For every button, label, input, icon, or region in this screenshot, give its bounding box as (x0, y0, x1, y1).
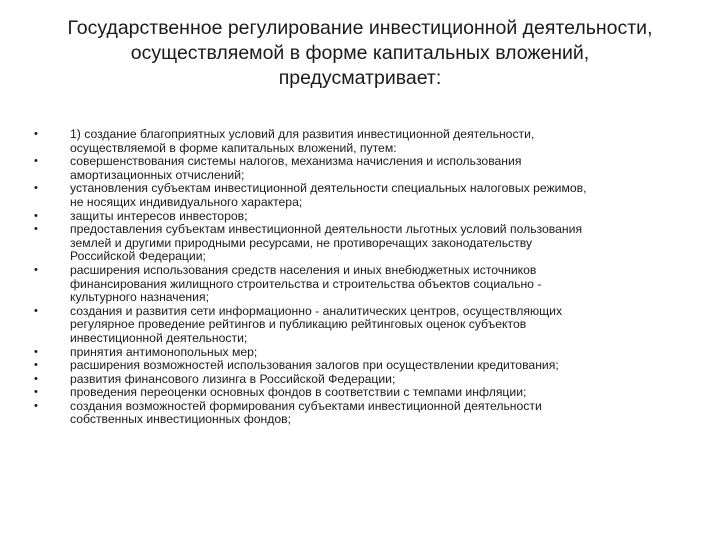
bullet-item (34, 155, 694, 182)
bullet-item (34, 386, 694, 400)
title-line: предусматривает: (278, 67, 442, 89)
bullet-dot-icon: • (34, 263, 38, 276)
bullet-dot-icon: • (34, 345, 38, 358)
bullet-item (34, 210, 694, 224)
bullet-item (34, 400, 694, 427)
bullet-text-line: регулярное проведение рейтингов и публикацию рейтинговых оценок субъектов (70, 317, 527, 332)
bullet-text-line: создания и развития сети информационно - аналитических центров, осуществляющих (70, 303, 563, 318)
bullet-text-line: не носящих индивидуального характера; (70, 194, 303, 209)
title-line: Государственное регулирование инвестиционной деятельности, (67, 17, 653, 39)
bullet-text-line: совершенствования системы налогов, механизма начисления и использования (70, 154, 522, 169)
bullet-item (34, 359, 694, 373)
bullet-text-line: амортизационных отчислений; (70, 167, 245, 182)
bullet-text-line: 1) создание благоприятных условий для развития инвестиционной деятельности, (70, 127, 535, 141)
bullet-dot-icon: • (34, 182, 38, 195)
bullet-text-line: проведения переоценки основных фондов в соответствии с темпами инфляции; (70, 385, 527, 400)
bullet-text-line: культурного назначения; (70, 290, 209, 305)
bullet-text-line: финансирования жилищного строительства и строительства объектов социально - (70, 276, 542, 291)
bullet-item (34, 223, 694, 264)
bullet-dot-icon: • (34, 386, 38, 399)
bullet-text-line: расширения возможностей использования залогов при осуществлении кредитования; (70, 358, 559, 373)
bullet-item (34, 264, 694, 305)
bullet-text-line: Российской Федерации; (70, 249, 206, 264)
title-line: осуществляемой в форме капитальных вложений, (130, 42, 590, 64)
bullet-dot-icon: • (34, 399, 38, 412)
bullet-item (34, 373, 694, 387)
bullet-item (34, 305, 694, 346)
bullet-text-line: расширения использования средств населения и иных внебюджетных источников (70, 262, 537, 277)
bullet-dot-icon: • (34, 128, 38, 140)
bullet-item (34, 346, 694, 360)
bullet-dot-icon: • (34, 304, 38, 317)
bullet-item (34, 182, 694, 209)
bullet-text-line: предоставления субъектам инвестиционной деятельности льготных условий пользования (70, 222, 583, 237)
bullet-text-line: защиты интересов инвесторов; (70, 208, 248, 223)
bullet-item (34, 128, 694, 155)
bullet-text-line: принятия антимонопольных мер; (70, 344, 258, 359)
bullet-text-line: землей и другими природными ресурсами, не противоречащих законодательству (70, 235, 533, 250)
bullet-dot-icon: • (34, 209, 38, 222)
bullet-list (34, 128, 694, 427)
bullet-dot-icon: • (34, 155, 38, 168)
bullet-dot-icon: • (34, 372, 38, 385)
bullet-dot-icon: • (34, 223, 38, 236)
bullet-text-line: собственных инвестиционных фондов; (70, 412, 292, 427)
bullet-text-line: развития финансового лизинга в Российской Федерации; (70, 371, 396, 386)
bullet-text-line: установления субъектам инвестиционной деятельности специальных налоговых режимов, (70, 181, 587, 196)
bullet-text-line: инвестиционной деятельности; (70, 330, 248, 345)
slide-title (40, 16, 680, 91)
bullet-text-line: осуществляемой в форме капитальных вложений, путем: (70, 140, 397, 155)
bullet-dot-icon: • (34, 359, 38, 372)
bullet-text-line: создания возможностей формирования субъектами инвестиционной деятельности (70, 398, 542, 413)
